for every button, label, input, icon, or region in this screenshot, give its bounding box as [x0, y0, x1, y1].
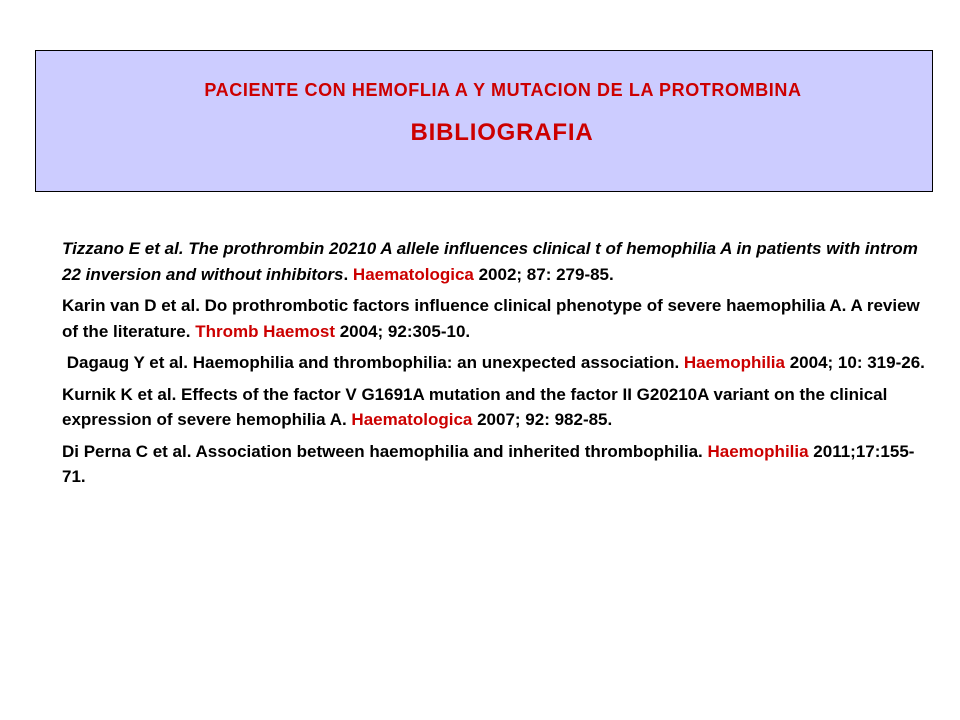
reference-text: Di Perna C et al. Association between haemophilia and inherited thrombophilia.	[62, 441, 708, 461]
reference-text: Kurnik K et al. Effects of the factor V G1691A mutation and the factor II G20210A variant on the clinical expression of severe hemophilia A.	[62, 384, 888, 429]
reference-item	[62, 350, 932, 376]
reference-item	[62, 236, 932, 287]
reference-citation: 2011;17:155-71.	[62, 441, 915, 486]
reference-text: Tizzano E et al. The prothrombin 20210 A allele influences clinical t of hemophilia A in patients with introm 22 inversion and without inhibitors	[62, 239, 918, 284]
reference-citation: 2007; 92: 982-85.	[472, 410, 613, 429]
slide-subtitle: PACIENTE CON HEMOFLIA A Y MUTACION DE LA PROTROMBINA	[204, 80, 802, 100]
reference-citation: 2004; 92:305-10.	[334, 321, 471, 341]
reference-citation: 2002; 87: 279-85.	[473, 264, 614, 284]
reference-text: Dagaug Y et al. Haemophilia and thrombophilia: an unexpected association.	[62, 353, 684, 372]
journal-name: Haematologica	[352, 264, 474, 284]
title-box	[35, 50, 933, 192]
reference-item	[62, 382, 932, 433]
journal-name: Haemophilia	[683, 353, 785, 372]
reference-item	[62, 439, 932, 490]
slide-title: BIBLIOGRAFIA	[410, 119, 594, 146]
reference-list	[62, 236, 932, 496]
reference-text: Karin van D et al. Do prothrombotic factors influence clinical phenotype of severe haemophilia A. A review of the literature.	[62, 296, 920, 341]
journal-name: Thromb Haemost	[195, 321, 335, 341]
reference-punctuation: .	[343, 264, 353, 284]
reference-citation: 2004; 10: 319-26.	[785, 353, 925, 372]
journal-name: Haemophilia	[707, 441, 809, 461]
reference-item	[62, 293, 932, 344]
journal-name: Haematologica	[351, 410, 473, 429]
